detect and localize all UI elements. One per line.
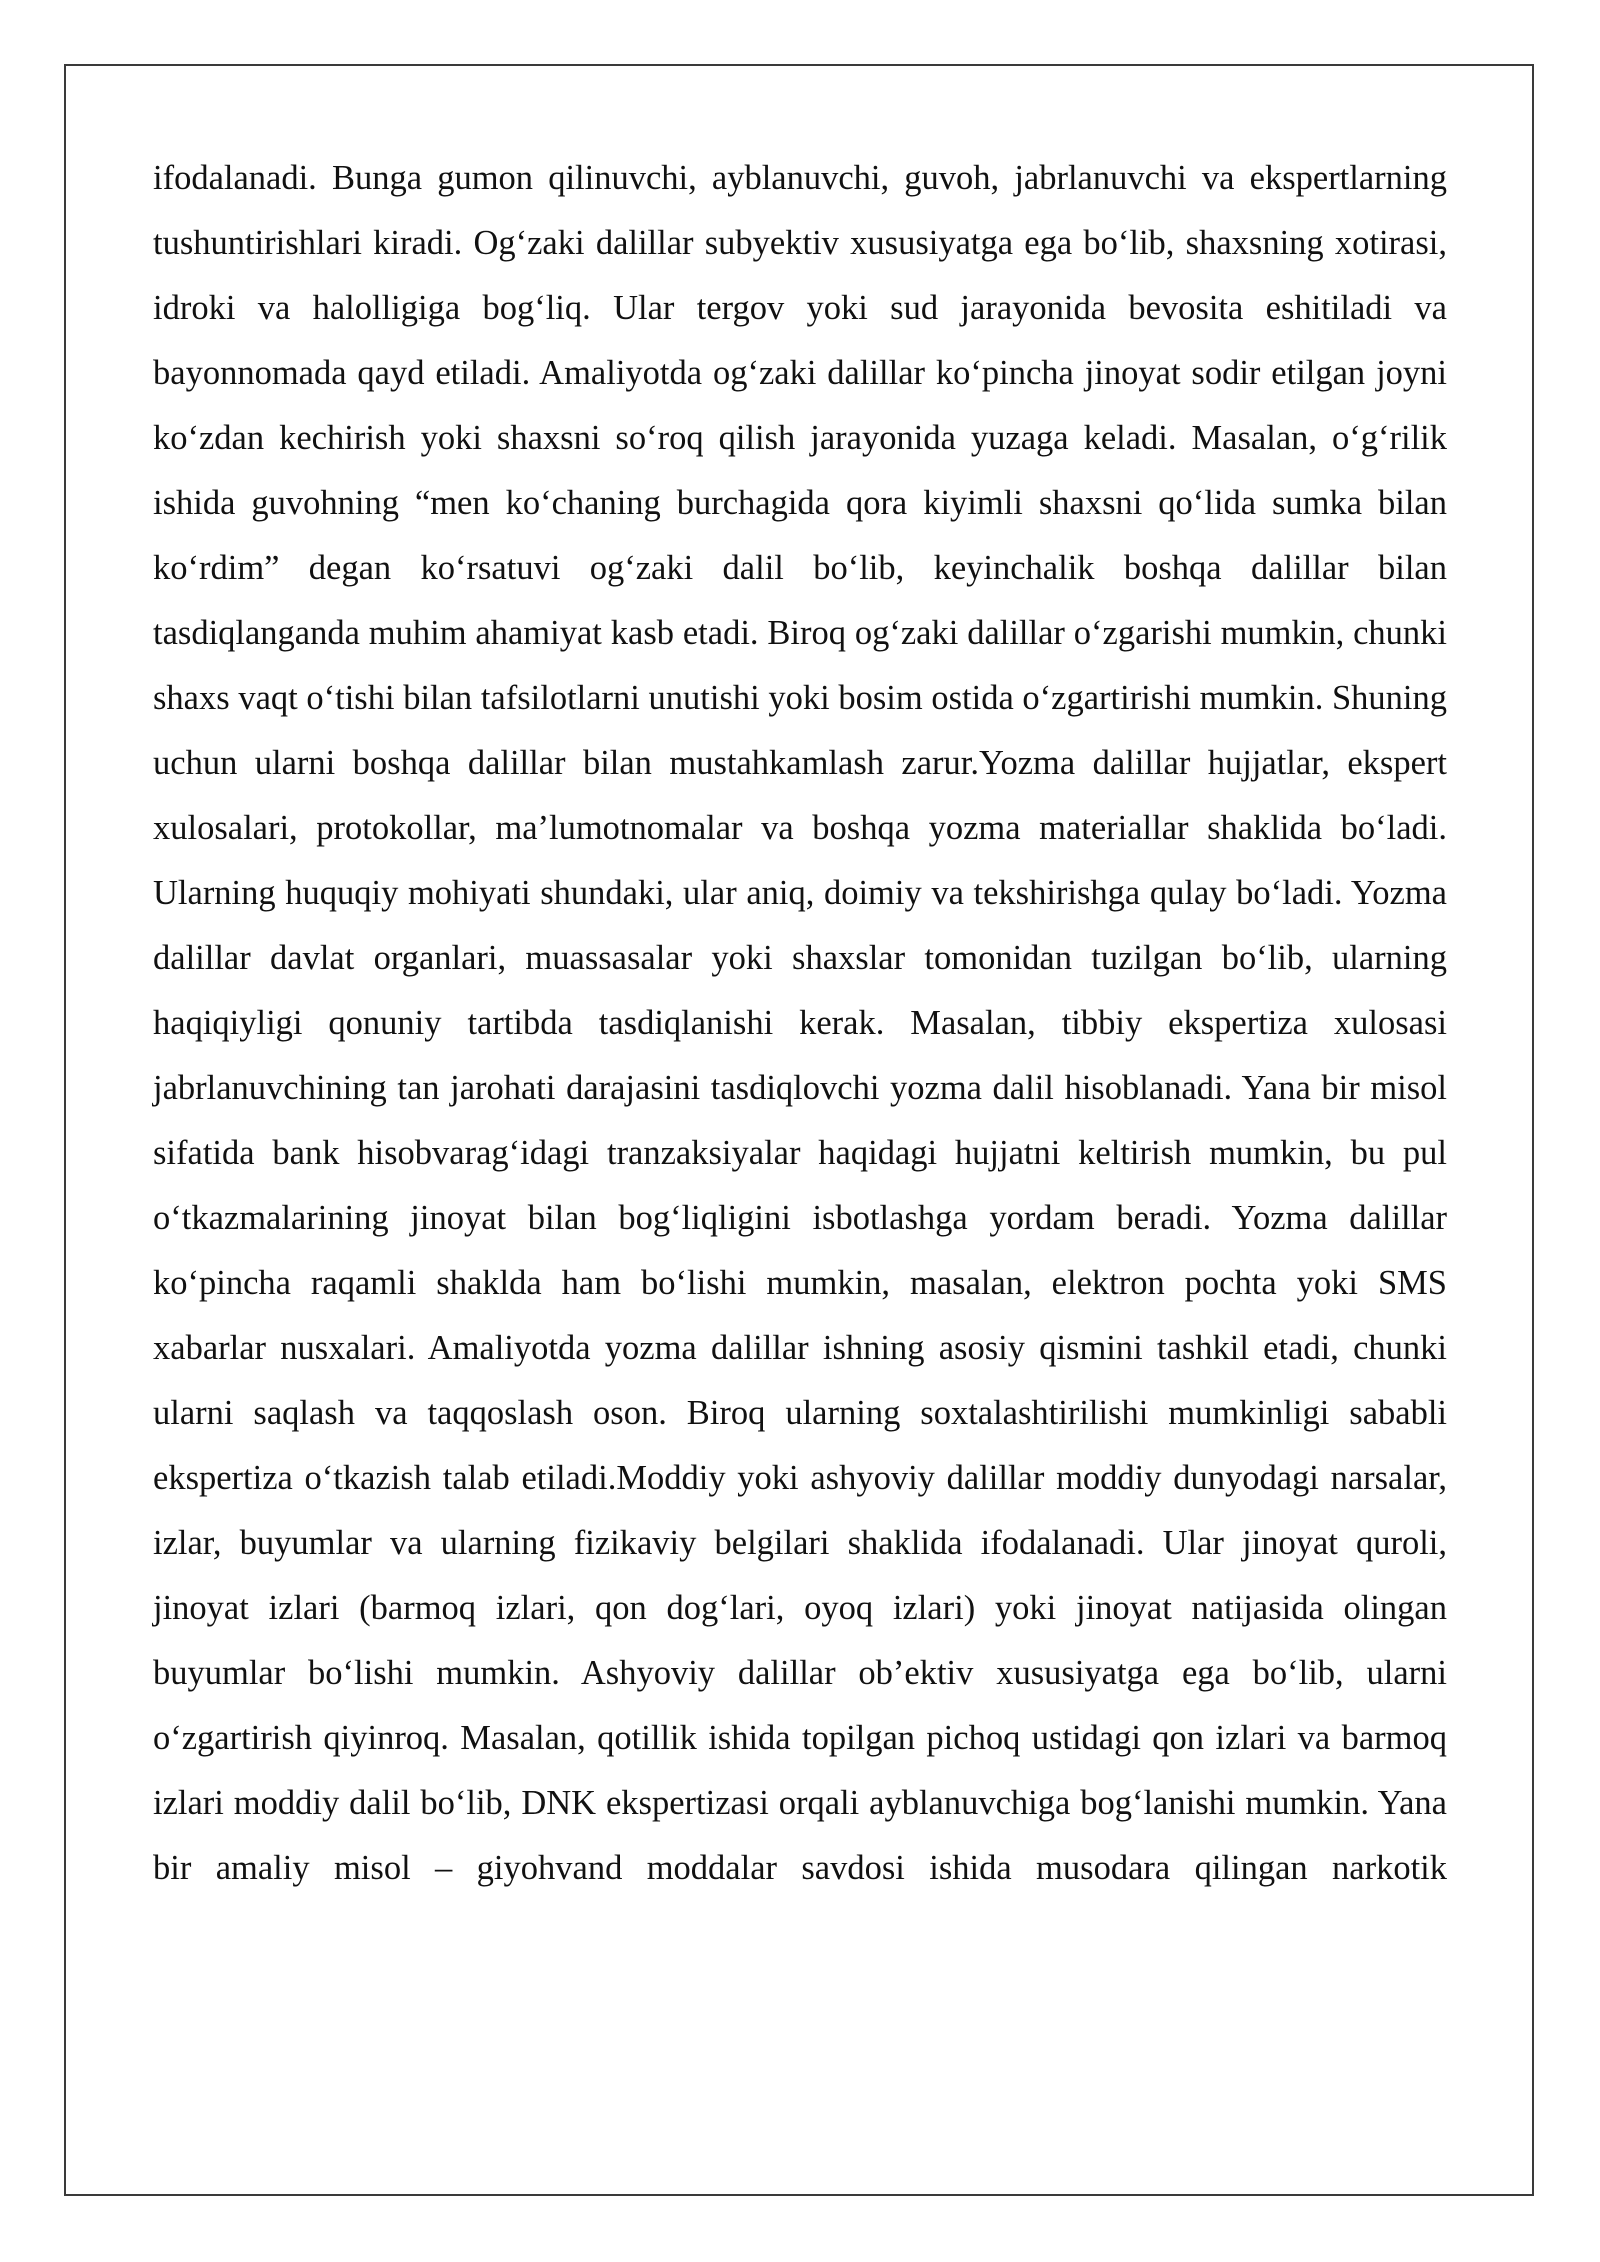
body-paragraph: ifodalanadi. Bunga gumon qilinuvchi, ayblanuvchi, guvoh, jabrlanuvchi va ekspertlarning tushuntirishlari kiradi. Og‘zaki dalillar subyektiv xususiyatga ega bo‘lib, shaxsning xotirasi, idroki va halolligiga bog‘liq. Ular tergov yoki sud jarayonida bevosita eshitiladi va bayonnomada qayd etiladi. Amaliyotda og‘zaki dalillar ko‘pincha jinoyat sodir etilgan joyni ko‘zdan kechirish yoki shaxsni so‘roq qilish jarayonida yuzaga keladi. Masalan, o‘g‘rilik ishida guvohning “men ko‘chaning burchagida qora kiyimli shaxsni qo‘lida sumka bilan ko‘rdim” degan ko‘rsatuvi og‘zaki dalil bo‘lib, keyinchalik boshqa dalillar bilan tasdiqlanganda muhim ahamiyat kasb etadi. Biroq og‘zaki dalillar o‘zgarishi mumkin, chunki shaxs vaqt o‘tishi bilan tafsilotlarni unutishi yoki bosim ostida o‘zgartirishi mumkin. Shuning uchun ularni boshqa dalillar bilan mustahkamlash zarur.Yozma dalillar hujjatlar, ekspert xulosalari, protokollar, ma’lumotnomalar va boshqa yozma materiallar shaklida bo‘ladi. Ularning huquqiy mohiyati shundaki, ular aniq, doimiy va tekshirishga qulay bo‘ladi. Yozma dalillar davlat organlari, muassasalar yoki shaxslar tomonidan tuzilgan bo‘lib, ularning haqiqiyligi qonuniy tartibda tasdiqlanishi kerak. Masalan, tibbiy ekspertiza xulosasi jabrlanuvchining tan jarohati darajasini tasdiqlovchi yozma dalil hisoblanadi. Yana bir misol sifatida bank hisobvarag‘idagi tranzaksiyalar haqidagi hujjatni keltirish mumkin, bu pul o‘tkazmalarining jinoyat bilan bog‘liqligini isbotlashga yordam beradi. Yozma dalillar ko‘pincha raqamli shaklda ham bo‘lishi mumkin, masalan, elektron pochta yoki SMS xabarlar nusxalari. Amaliyotda yozma dalillar ishning asosiy qismini tashkil etadi, chunki ularni saqlash va taqqoslash oson. Biroq ularning soxtalashtirilishi mumkinligi sababli ekspertiza o‘tkazish talab etiladi.Moddiy yoki ashyoviy dalillar moddiy dunyodagi narsalar, izlar, buyumlar va ularning fizikaviy belgilari shaklida ifodalanadi. Ular jinoyat quroli, jinoyat izlari (barmoq izlari, qon dog‘lari, oyoq izlari) yoki jinoyat natijasida olingan buyumlar bo‘lishi mumkin. Ashyoviy dalillar ob’ektiv xususiyatga ega bo‘lib, ularni o‘zgartirish qiyinroq. Masalan, qotillik ishida topilgan pichoq ustidagi qon izlari va barmoq izlari moddiy dalil bo‘lib, DNK ekspertizasi orqali ayblanuvchiga bog‘lanishi mumkin. Yana bir amaliy misol – giyohvand moddalar savdosi ishida musodara qilingan narkotik [153, 159, 1447, 1887]
